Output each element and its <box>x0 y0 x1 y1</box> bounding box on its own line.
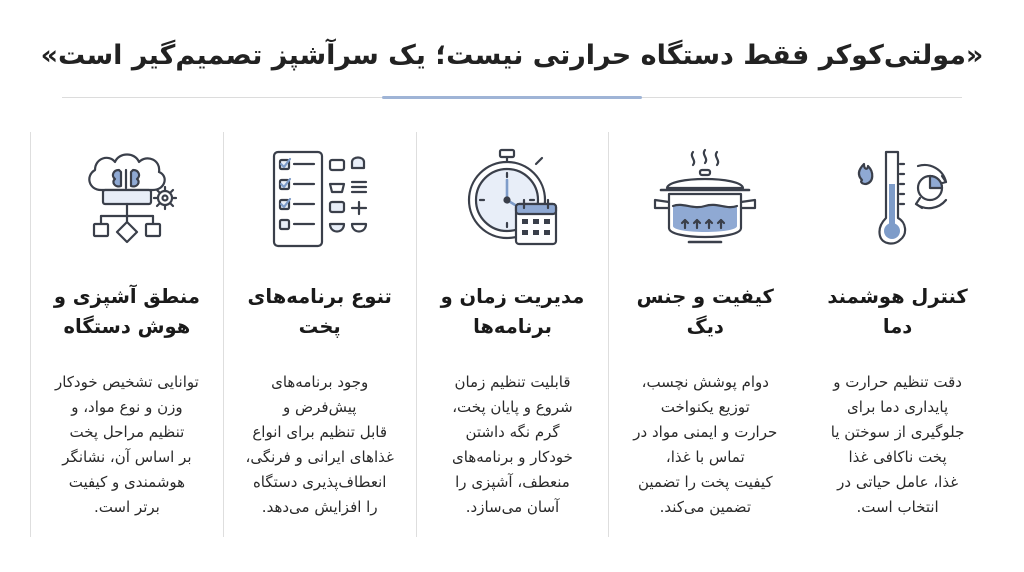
description-line: وزن و نوع مواد، و <box>71 398 183 416</box>
feature-column-pot <box>608 132 801 537</box>
description-line: غذاهای ایرانی و فرنگی، <box>245 448 394 466</box>
feature-columns <box>30 132 994 537</box>
description-line: توزیع یکنواخت <box>660 398 750 416</box>
description-line: گرم نگه داشتن <box>465 423 560 441</box>
page-title: «مولتی‌کوکر فقط دستگاه حرارتی نیست؛ یک سرآشپز تصمیم‌گیر است» <box>40 40 984 71</box>
feature-heading <box>39 282 215 342</box>
description-line: تنظیم مراحل پخت <box>69 423 185 441</box>
description-line: جلوگیری از سوختن یا <box>830 423 965 441</box>
description-line: دقت تنظیم حرارت و <box>833 373 962 391</box>
description-line: توانایی تشخیص خودکار <box>54 373 199 391</box>
thermometer-control-icon <box>838 144 958 254</box>
feature-column-intelligence <box>30 132 223 537</box>
description-line: انتخاب است. <box>856 498 939 516</box>
heading-line: کیفیت و جنس <box>636 285 774 308</box>
feature-column-programs <box>223 132 416 537</box>
feature-heading <box>617 282 793 342</box>
description-line: شروع و پایان پخت، <box>452 398 573 416</box>
feature-description <box>41 370 213 520</box>
description-line: تضمین می‌کند. <box>659 498 751 516</box>
heading-line: پخت <box>298 315 341 338</box>
cooking-pot-icon <box>645 144 765 254</box>
description-line: هوشمندی و کیفیت <box>68 473 186 491</box>
description-line: حرارت و ایمنی مواد در <box>633 423 778 441</box>
feature-description <box>811 370 984 520</box>
stopwatch-calendar-icon <box>452 144 572 254</box>
heading-line: هوش دستگاه <box>63 315 191 338</box>
description-line: وجود برنامه‌های <box>271 373 369 391</box>
description-line: را افزایش می‌دهد. <box>261 498 378 516</box>
feature-column-temperature <box>801 132 994 537</box>
description-line: منعطف، آشپزی را <box>455 473 570 491</box>
description-line: پیش‌فرض و <box>282 398 357 416</box>
feature-description <box>427 370 599 520</box>
description-line: دوام پوشش نچسب، <box>641 373 769 391</box>
heading-line: مدیریت زمان و <box>440 285 585 308</box>
description-line: قابل تنظیم برای انواع <box>252 423 388 441</box>
description-line: برتر است. <box>93 498 160 516</box>
description-line: بر اساس آن، نشانگر <box>62 448 192 466</box>
heading-line: دیگ <box>686 315 724 338</box>
description-line: پخت ناکافی غذا <box>848 448 947 466</box>
title-divider-accent <box>382 96 642 99</box>
description-line: آسان می‌سازد. <box>465 498 560 516</box>
description-line: کیفیت پخت را تضمین <box>637 473 773 491</box>
description-line: خودکار و برنامه‌های <box>452 448 573 466</box>
description-line: تماس با غذا، <box>665 448 745 466</box>
heading-line: تنوع برنامه‌های <box>247 285 392 308</box>
feature-heading <box>425 282 601 342</box>
chef-brain-flowchart-icon <box>67 144 187 254</box>
feature-heading <box>232 282 408 342</box>
description-line: پایداری دما برای <box>847 398 949 416</box>
description-line: غذا، عامل حیاتی در <box>837 473 959 491</box>
description-line: انعطاف‌پذیری دستگاه <box>252 473 387 491</box>
feature-description <box>234 370 406 520</box>
heading-line: کنترل هوشمند <box>827 285 968 308</box>
recipe-checklist-icon <box>260 144 380 254</box>
heading-line: دما <box>882 315 913 338</box>
description-line: قابلیت تنظیم زمان <box>454 373 571 391</box>
feature-description <box>619 370 791 520</box>
heading-line: منطق آشپزی و <box>53 285 200 308</box>
feature-column-time <box>416 132 609 537</box>
feature-heading <box>809 282 986 342</box>
heading-line: برنامه‌ها <box>473 315 552 338</box>
